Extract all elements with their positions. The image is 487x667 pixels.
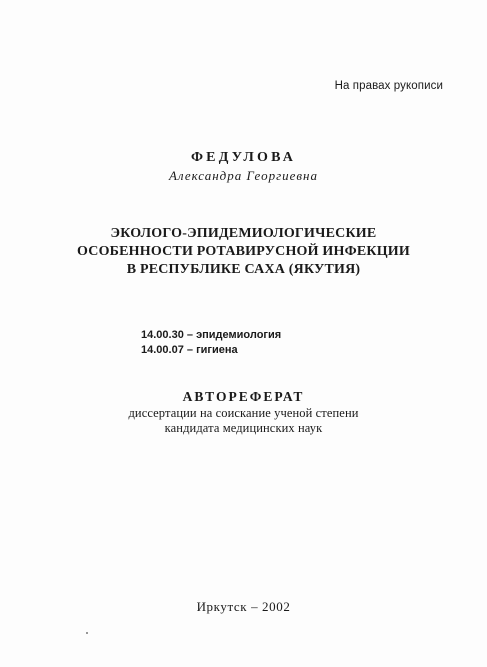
specialty-code: 14.00.30	[141, 329, 184, 341]
work-type: АВТОРЕФЕРАТ	[182, 389, 305, 404]
title-line: В РЕСПУБЛИКЕ САХА (ЯКУТИЯ)	[126, 262, 361, 277]
city: Иркутск	[196, 599, 248, 614]
work-description-line: диссертации на соискание ученой степени	[128, 406, 359, 420]
title-line: ЭКОЛОГО-ЭПИДЕМИОЛОГИЧЕСКИЕ	[110, 226, 377, 241]
specialty-list	[141, 328, 281, 358]
specialty-name: гигиена	[196, 344, 238, 356]
city-year	[0, 599, 487, 615]
title-line: ОСОБЕННОСТИ РОТАВИРУСНОЙ ИНФЕКЦИИ	[77, 244, 410, 259]
specialty-code: 14.00.07	[141, 344, 184, 356]
specialty-item	[141, 343, 281, 358]
specialty-dash: –	[186, 329, 197, 341]
specialty-name: эпидемиология	[196, 329, 282, 341]
work-description-line: кандидата медицинских наук	[164, 421, 323, 435]
specialty-item	[141, 328, 281, 343]
author-surname: ФЕДУЛОВА	[190, 150, 297, 165]
city-year-dash: –	[251, 599, 263, 614]
specialty-dash: –	[186, 344, 197, 356]
author-given-names: Александра Георгиевна	[168, 168, 319, 183]
dissertation-title	[0, 225, 487, 279]
rights-note: На правах рукописи	[334, 80, 443, 92]
year: 2002	[262, 599, 291, 614]
scan-speck	[86, 632, 88, 634]
work-description	[0, 406, 487, 436]
